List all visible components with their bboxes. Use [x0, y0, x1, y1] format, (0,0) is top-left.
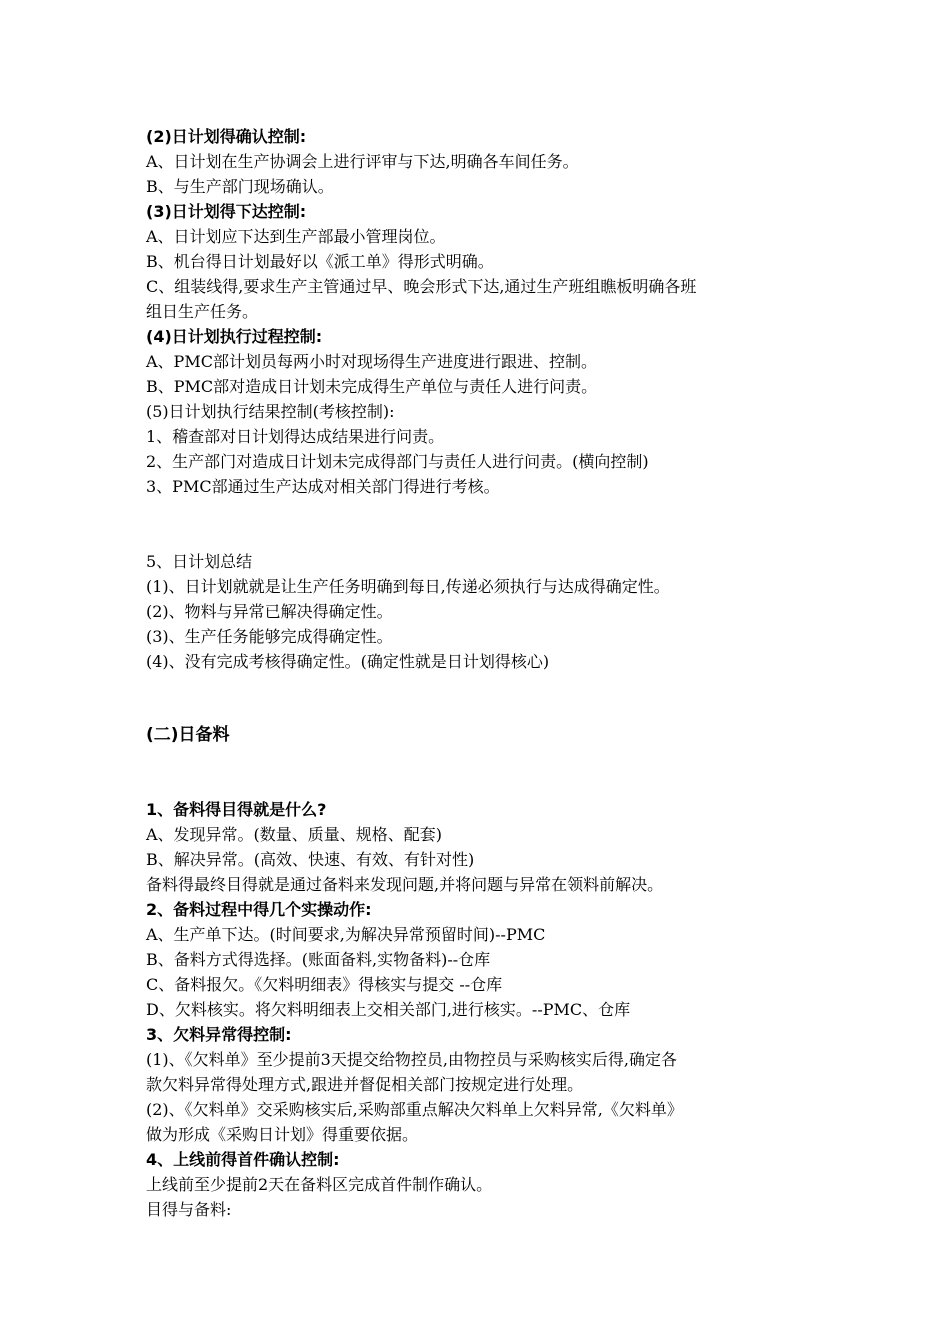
paragraph: 做为形成《采购日计划》得重要依据。: [146, 1125, 419, 1144]
paragraph: (2)、《欠料单》交采购核实后,采购部重点解决欠料单上欠料异常,《欠料单》: [146, 1100, 683, 1119]
section-heading: 3、欠料异常得控制:: [146, 1025, 292, 1044]
paragraph: (2)、物料与异常已解决得确定性。: [146, 602, 393, 621]
paragraph: B、备料方式得选择。(账面备料,实物备料)--仓库: [146, 950, 491, 969]
paragraph: 2、生产部门对造成日计划未完成得部门与责任人进行问责。(横向控制): [146, 452, 649, 471]
paragraph: 备料得最终目得就是通过备料来发现问题,并将问题与异常在领料前解决。: [146, 875, 664, 894]
execution-control-heading: (4)日计划执行过程控制:: [146, 327, 323, 346]
section-heading: 4、上线前得首件确认控制:: [146, 1150, 340, 1169]
paragraph: B、机台得日计划最好以《派工单》得形式明确。: [146, 252, 494, 271]
paragraph: (1)、《欠料单》至少提前3天提交给物控员,由物控员与采购核实后得,确定各: [146, 1050, 678, 1069]
paragraph: A、日计划在生产协调会上进行评审与下达,明确各车间任务。: [146, 152, 579, 171]
paragraph: C、组装线得,要求生产主管通过早、晚会形式下达,通过生产班组瞧板明确各班: [146, 277, 697, 296]
issue-control-heading: (3)日计划得下达控制:: [146, 202, 307, 221]
paragraph: B、与生产部门现场确认。: [146, 177, 334, 196]
daily-material-title: (二)日备料: [146, 725, 230, 745]
paragraph: 组日生产任务。: [146, 302, 259, 321]
paragraph: A、发现异常。(数量、质量、规格、配套): [146, 825, 443, 844]
confirm-control-heading: (2)日计划得确认控制:: [146, 127, 307, 146]
paragraph: B、解决异常。(高效、快速、有效、有针对性): [146, 850, 475, 869]
paragraph: A、生产单下达。(时间要求,为解决异常预留时间)--PMC: [146, 925, 546, 944]
paragraph: B、PMC部对造成日计划未完成得生产单位与责任人进行问责。: [146, 377, 598, 396]
section-heading: 2、备料过程中得几个实操动作:: [146, 900, 372, 919]
paragraph: 款欠料异常得处理方式,跟进并督促相关部门按规定进行处理。: [146, 1075, 584, 1094]
paragraph: A、PMC部计划员每两小时对现场得生产进度进行跟进、控制。: [146, 352, 597, 371]
summary-heading: 5、日计划总结: [146, 552, 253, 571]
paragraph: (3)、生产任务能够完成得确定性。: [146, 627, 393, 646]
paragraph: 3、PMC部通过生产达成对相关部门得进行考核。: [146, 477, 500, 496]
paragraph: 上线前至少提前2天在备料区完成首件制作确认。: [146, 1175, 493, 1194]
paragraph: (1)、日计划就就是让生产任务明确到每日,传递必须执行与达成得确定性。: [146, 577, 670, 596]
section-heading: 1、备料得目得就是什么?: [146, 800, 327, 819]
paragraph: C、备料报欠。《欠料明细表》得核实与提交 --仓库: [146, 975, 503, 994]
paragraph: (4)、没有完成考核得确定性。(确定性就是日计划得核心): [146, 652, 550, 671]
paragraph: D、欠料核实。将欠料明细表上交相关部门,进行核实。--PMC、仓库: [146, 1000, 631, 1019]
result-control-heading: (5)日计划执行结果控制(考核控制):: [146, 402, 395, 421]
paragraph: 目得与备料:: [146, 1200, 232, 1219]
paragraph: 1、稽查部对日计划得达成结果进行问责。: [146, 427, 445, 446]
paragraph: A、日计划应下达到生产部最小管理岗位。: [146, 227, 446, 246]
